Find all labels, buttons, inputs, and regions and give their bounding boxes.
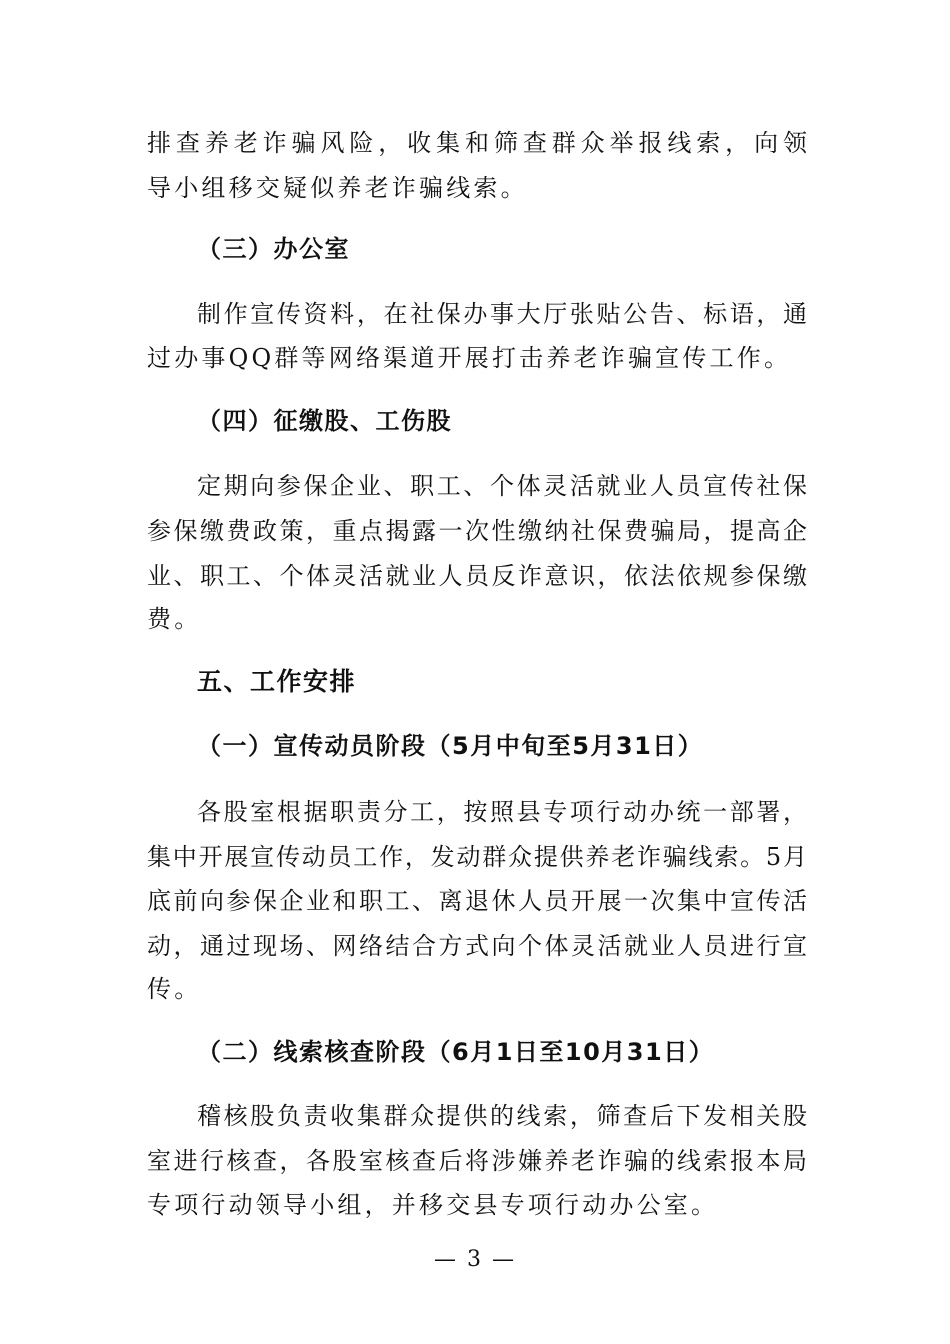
paragraph-line: 室进行核查，各股室核查后将涉嫌养老诈骗的线索报本局 <box>147 1147 807 1175</box>
paragraph-line: 导小组移交疑似养老诈骗线索。 <box>147 174 528 202</box>
paragraph-line: 底前向参保企业和职工、离退休人员开展一次集中宣传活 <box>147 887 807 915</box>
paragraph-line: 制作宣传资料，在社保办事大厅张贴公告、标语，通 <box>197 300 807 328</box>
paragraph-line: 专项行动领导小组，并移交县专项行动办公室。 <box>147 1191 719 1219</box>
subsection-heading-phase2: （二）线索核查阶段（6月1日至10月31日） <box>197 1038 715 1066</box>
subsection-heading-office: （三）办公室 <box>197 235 350 263</box>
subsection-heading-collection: （四）征缴股、工伤股 <box>197 407 452 435</box>
paragraph-line: 各股室根据职责分工，按照县专项行动办统一部署， <box>197 798 807 826</box>
paragraph-line: 参保缴费政策，重点揭露一次性缴纳社保费骗局，提高企 <box>147 517 807 545</box>
paragraph-line: 集中开展宣传动员工作，发动群众提供养老诈骗线索。5月 <box>147 843 807 871</box>
paragraph-line: 动，通过现场、网络结合方式向个体灵活就业人员进行宣 <box>147 932 807 960</box>
subsection-heading-phase1: （一）宣传动员阶段（5月中旬至5月31日） <box>197 732 704 760</box>
paragraph-line: 传。 <box>147 975 202 1003</box>
section-heading-schedule: 五、工作安排 <box>197 667 357 696</box>
paragraph-line: 过办事QQ群等网络渠道开展打击养老诈骗宣传工作。 <box>147 344 792 372</box>
page-number: — 3 — <box>434 1247 516 1272</box>
paragraph-line: 稽核股负责收集群众提供的线索，筛查后下发相关股 <box>197 1102 807 1130</box>
paragraph-line: 业、职工、个体灵活就业人员反诈意识，依法依规参保缴 <box>147 562 807 590</box>
paragraph-line: 排查养老诈骗风险，收集和筛查群众举报线索，向领 <box>147 129 807 157</box>
paragraph-line: 定期向参保企业、职工、个体灵活就业人员宣传社保 <box>197 472 807 500</box>
paragraph-line: 费。 <box>147 605 202 633</box>
